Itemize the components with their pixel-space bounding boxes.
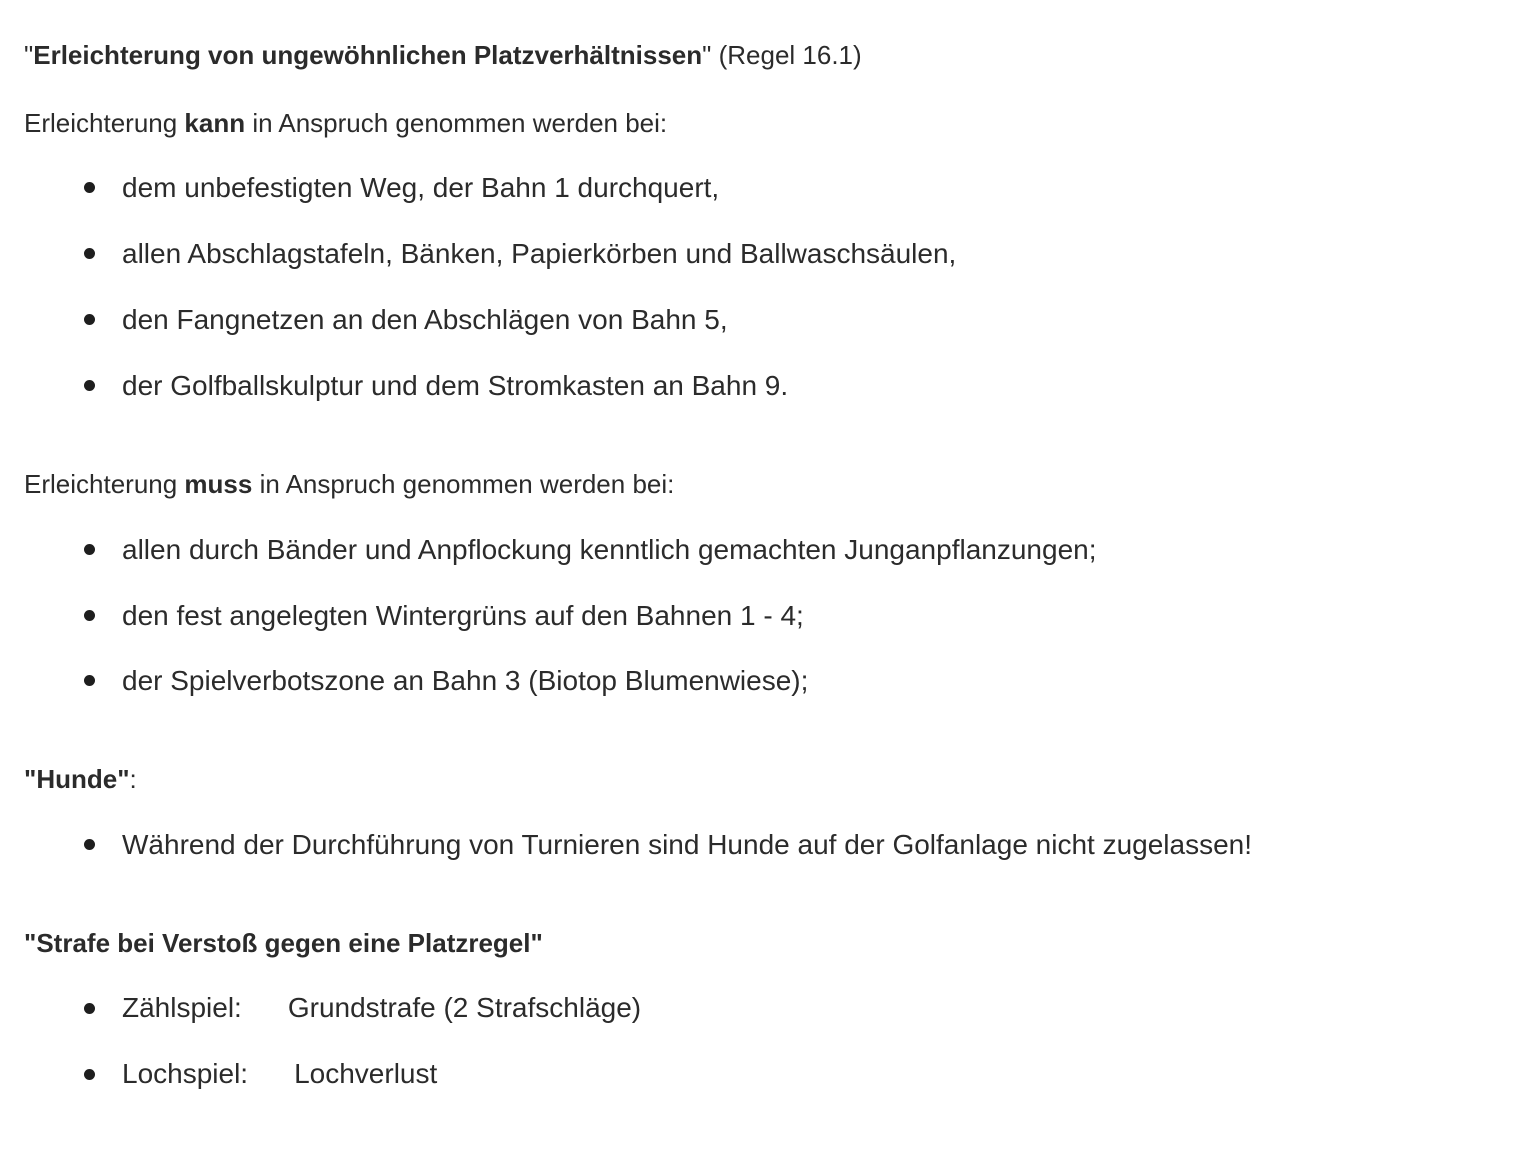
- can-intro: [24, 108, 667, 138]
- relief-heading: [24, 40, 862, 70]
- dogs-heading-title: "Hunde": [24, 764, 130, 794]
- can-intro-pre: Erleichterung: [24, 108, 185, 138]
- bullet-icon: [84, 1003, 95, 1014]
- list-item: allen durch Bänder und Anpflockung kenntlich gemachten Junganpflanzungen;: [122, 534, 1097, 565]
- penalty-value: Lochverlust: [294, 1058, 438, 1089]
- penalty-value: Grundstrafe (2 Strafschläge): [287, 992, 642, 1023]
- penalty-heading-title: "Strafe bei Verstoß gegen eine Platzregel": [24, 928, 543, 958]
- must-intro-post: in Anspruch genommen werden bei:: [252, 469, 675, 499]
- list-item: allen Abschlagstafeln, Bänken, Papierkörben und Ballwaschsäulen,: [122, 238, 957, 269]
- list-item: Während der Durchführung von Turnieren sind Hunde auf der Golfanlage nicht zugelassen!: [122, 829, 1253, 860]
- list-item: den fest angelegten Wintergrüns auf den Bahnen 1 - 4;: [122, 600, 804, 631]
- heading-title: Erleichterung von ungewöhnlichen Platzverhältnissen: [33, 40, 703, 70]
- penalty-item-matchplay: [122, 1058, 437, 1090]
- list-item: den Fangnetzen an den Abschlägen von Bahn 5,: [122, 304, 728, 335]
- dogs-heading: [24, 764, 137, 794]
- bullet-icon: [84, 610, 95, 621]
- dogs-heading-colon: :: [129, 764, 137, 794]
- bullet-icon: [84, 380, 95, 391]
- bullet-icon: [84, 839, 95, 850]
- penalty-label: Zählspiel:: [122, 992, 242, 1023]
- must-intro-bold: muss: [184, 469, 253, 499]
- bullet-icon: [84, 182, 95, 193]
- bullet-icon: [84, 544, 95, 555]
- heading-rule-reference: " (Regel 16.1): [702, 40, 862, 70]
- list-item: der Spielverbotszone an Bahn 3 (Biotop Blumenwiese);: [122, 665, 809, 696]
- list-item: der Golfballskulptur und dem Stromkasten an Bahn 9.: [122, 370, 789, 401]
- bullet-icon: [84, 675, 95, 686]
- bullet-icon: [84, 314, 95, 325]
- penalty-label: Lochspiel:: [122, 1058, 249, 1089]
- list-item: dem unbefestigten Weg, der Bahn 1 durchquert,: [122, 172, 720, 203]
- heading-quote: ": [24, 40, 34, 70]
- can-intro-bold: kann: [184, 108, 246, 138]
- must-intro: [24, 469, 674, 499]
- bullet-icon: [84, 1069, 95, 1080]
- penalty-heading: [24, 928, 543, 958]
- must-intro-pre: Erleichterung: [24, 469, 185, 499]
- penalty-item-strokeplay: [122, 992, 641, 1024]
- bullet-icon: [84, 248, 95, 259]
- can-intro-post: in Anspruch genommen werden bei:: [245, 108, 668, 138]
